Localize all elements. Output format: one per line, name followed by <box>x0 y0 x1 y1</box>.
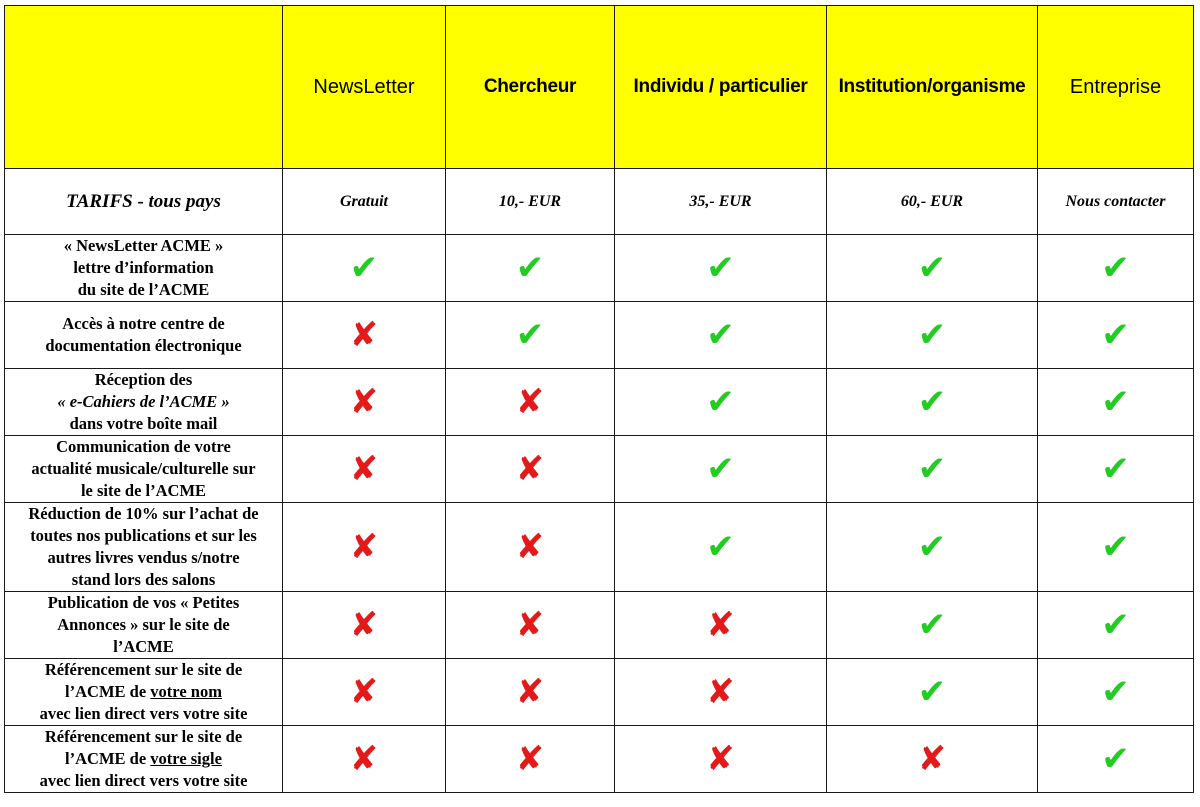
feature-cell-entreprise <box>1038 592 1194 659</box>
feature-label-line: toutes nos publications et sur les <box>30 526 257 545</box>
feature-cell-newsletter <box>283 659 446 726</box>
price-newsletter: Gratuit <box>283 169 446 235</box>
feature-cell-newsletter <box>283 436 446 503</box>
feature-label <box>5 503 283 592</box>
check-icon: ✔ <box>706 382 735 422</box>
check-icon: ✔ <box>349 248 379 288</box>
feature-cell-institution <box>827 369 1038 436</box>
feature-cell-institution <box>827 592 1038 659</box>
tarifs-row <box>5 169 1194 235</box>
feature-cell-individu <box>615 659 827 726</box>
feature-cell-chercheur <box>446 592 615 659</box>
check-icon: ✔ <box>1101 382 1130 422</box>
price-institution: 60,- EUR <box>827 169 1038 235</box>
feature-cell-chercheur <box>446 659 615 726</box>
cross-icon: ✘ <box>706 672 735 712</box>
feature-row <box>5 659 1194 726</box>
check-icon: ✔ <box>917 248 947 288</box>
feature-label-line: Publication de vos « Petites <box>47 593 240 612</box>
col-header-chercheur: Chercheur <box>446 6 615 169</box>
feature-label-line: lettre d’information <box>73 258 214 277</box>
check-icon: ✔ <box>515 315 545 355</box>
cross-icon: ✘ <box>917 739 947 779</box>
col-header-newsletter: NewsLetter <box>283 6 446 169</box>
feature-cell-newsletter <box>283 592 446 659</box>
check-icon: ✔ <box>917 449 947 489</box>
feature-label <box>5 659 283 726</box>
cross-icon: ✘ <box>349 449 379 489</box>
tarifs-label: TARIFS - tous pays <box>5 169 283 235</box>
feature-cell-entreprise <box>1038 369 1194 436</box>
cross-icon: ✘ <box>349 672 379 712</box>
check-icon: ✔ <box>706 315 735 355</box>
cross-icon: ✘ <box>706 605 735 645</box>
feature-cell-newsletter <box>283 302 446 369</box>
cross-icon: ✘ <box>515 382 545 422</box>
feature-row <box>5 436 1194 503</box>
col-header-individu: Individu / particulier <box>615 6 827 169</box>
feature-cell-newsletter <box>283 369 446 436</box>
feature-label <box>5 302 283 369</box>
feature-row <box>5 726 1194 793</box>
feature-label-line: l’ACME <box>113 637 174 656</box>
feature-row <box>5 369 1194 436</box>
price-chercheur: 10,- EUR <box>446 169 615 235</box>
check-icon: ✔ <box>917 315 947 355</box>
check-icon: ✔ <box>1101 527 1130 567</box>
check-icon: ✔ <box>1101 315 1130 355</box>
check-icon: ✔ <box>1101 605 1130 645</box>
cross-icon: ✘ <box>515 527 545 567</box>
feature-cell-entreprise <box>1038 726 1194 793</box>
cross-icon: ✘ <box>515 449 545 489</box>
col-header-entreprise: Entreprise <box>1038 6 1194 169</box>
cross-icon: ✘ <box>515 672 545 712</box>
feature-cell-chercheur <box>446 503 615 592</box>
feature-cell-entreprise <box>1038 436 1194 503</box>
feature-cell-individu <box>615 592 827 659</box>
feature-label-line: avec lien direct vers votre site <box>39 771 248 790</box>
header-row <box>5 6 1194 169</box>
check-icon: ✔ <box>917 605 947 645</box>
cross-icon: ✘ <box>349 605 379 645</box>
check-icon: ✔ <box>1101 248 1130 288</box>
feature-label-line: Réception des <box>94 370 193 389</box>
cross-icon: ✘ <box>515 605 545 645</box>
feature-label <box>5 235 283 302</box>
feature-label-line: documentation électronique <box>45 336 242 355</box>
feature-label-line: autres livres vendus s/notre <box>47 548 240 567</box>
pricing-table <box>4 5 1194 793</box>
check-icon: ✔ <box>917 672 947 712</box>
feature-cell-individu <box>615 436 827 503</box>
feature-cell-chercheur <box>446 726 615 793</box>
feature-cell-institution <box>827 302 1038 369</box>
feature-cell-entreprise <box>1038 659 1194 726</box>
feature-row <box>5 302 1194 369</box>
feature-label-line: dans votre boîte mail <box>69 414 218 433</box>
feature-cell-individu <box>615 726 827 793</box>
cross-icon: ✘ <box>349 382 379 422</box>
feature-label-line: « e-Cahiers de l’ACME » <box>57 392 230 411</box>
feature-row <box>5 235 1194 302</box>
feature-label <box>5 369 283 436</box>
feature-label-line: actualité musicale/culturelle sur <box>31 459 256 478</box>
feature-cell-institution <box>827 503 1038 592</box>
feature-cell-institution <box>827 726 1038 793</box>
check-icon: ✔ <box>917 527 947 567</box>
check-icon: ✔ <box>706 248 735 288</box>
cross-icon: ✘ <box>349 739 379 779</box>
feature-cell-individu <box>615 235 827 302</box>
col-header-institution: Institution/organisme <box>827 6 1038 169</box>
price-individu: 35,- EUR <box>615 169 827 235</box>
feature-cell-chercheur <box>446 235 615 302</box>
feature-row <box>5 592 1194 659</box>
feature-cell-institution <box>827 659 1038 726</box>
feature-label-line: le site de l’ACME <box>80 481 207 500</box>
check-icon: ✔ <box>1101 739 1130 779</box>
feature-label-line: stand lors des salons <box>71 570 216 589</box>
check-icon: ✔ <box>1101 672 1130 712</box>
feature-cell-entreprise <box>1038 503 1194 592</box>
feature-cell-chercheur <box>446 369 615 436</box>
check-icon: ✔ <box>706 527 735 567</box>
check-icon: ✔ <box>706 449 735 489</box>
check-icon: ✔ <box>515 248 545 288</box>
feature-label <box>5 592 283 659</box>
feature-cell-institution <box>827 436 1038 503</box>
feature-label-line: avec lien direct vers votre site <box>39 704 248 723</box>
feature-label-line: Référencement sur le site de <box>44 660 243 679</box>
feature-cell-newsletter <box>283 503 446 592</box>
feature-label-line: l’ACME de <box>65 682 151 701</box>
feature-label-emphasis: votre sigle <box>150 749 222 768</box>
price-entreprise: Nous contacter <box>1038 169 1194 235</box>
feature-label <box>5 726 283 793</box>
check-icon: ✔ <box>917 382 947 422</box>
feature-label-line: du site de l’ACME <box>77 280 210 299</box>
feature-cell-newsletter <box>283 235 446 302</box>
feature-cell-newsletter <box>283 726 446 793</box>
check-icon: ✔ <box>1101 449 1130 489</box>
feature-cell-individu <box>615 503 827 592</box>
feature-label-emphasis: votre nom <box>150 682 222 701</box>
feature-label-line: Accès à notre centre de <box>62 314 225 333</box>
feature-cell-individu <box>615 302 827 369</box>
feature-label-line: l’ACME de <box>65 749 151 768</box>
feature-cell-entreprise <box>1038 302 1194 369</box>
feature-label-line: « NewsLetter ACME » <box>63 236 224 255</box>
feature-cell-institution <box>827 235 1038 302</box>
feature-cell-chercheur <box>446 302 615 369</box>
feature-label <box>5 436 283 503</box>
cross-icon: ✘ <box>706 739 735 779</box>
feature-cell-entreprise <box>1038 235 1194 302</box>
feature-row <box>5 503 1194 592</box>
header-corner <box>5 6 283 169</box>
feature-label-line: Communication de votre <box>56 437 231 456</box>
cross-icon: ✘ <box>349 527 379 567</box>
feature-label-line: Réduction de 10% sur l’achat de <box>28 504 259 523</box>
feature-cell-individu <box>615 369 827 436</box>
feature-label-line: Annonces » sur le site de <box>57 615 230 634</box>
feature-cell-chercheur <box>446 436 615 503</box>
cross-icon: ✘ <box>515 739 545 779</box>
feature-label-line: Référencement sur le site de <box>44 727 243 746</box>
cross-icon: ✘ <box>349 315 379 355</box>
